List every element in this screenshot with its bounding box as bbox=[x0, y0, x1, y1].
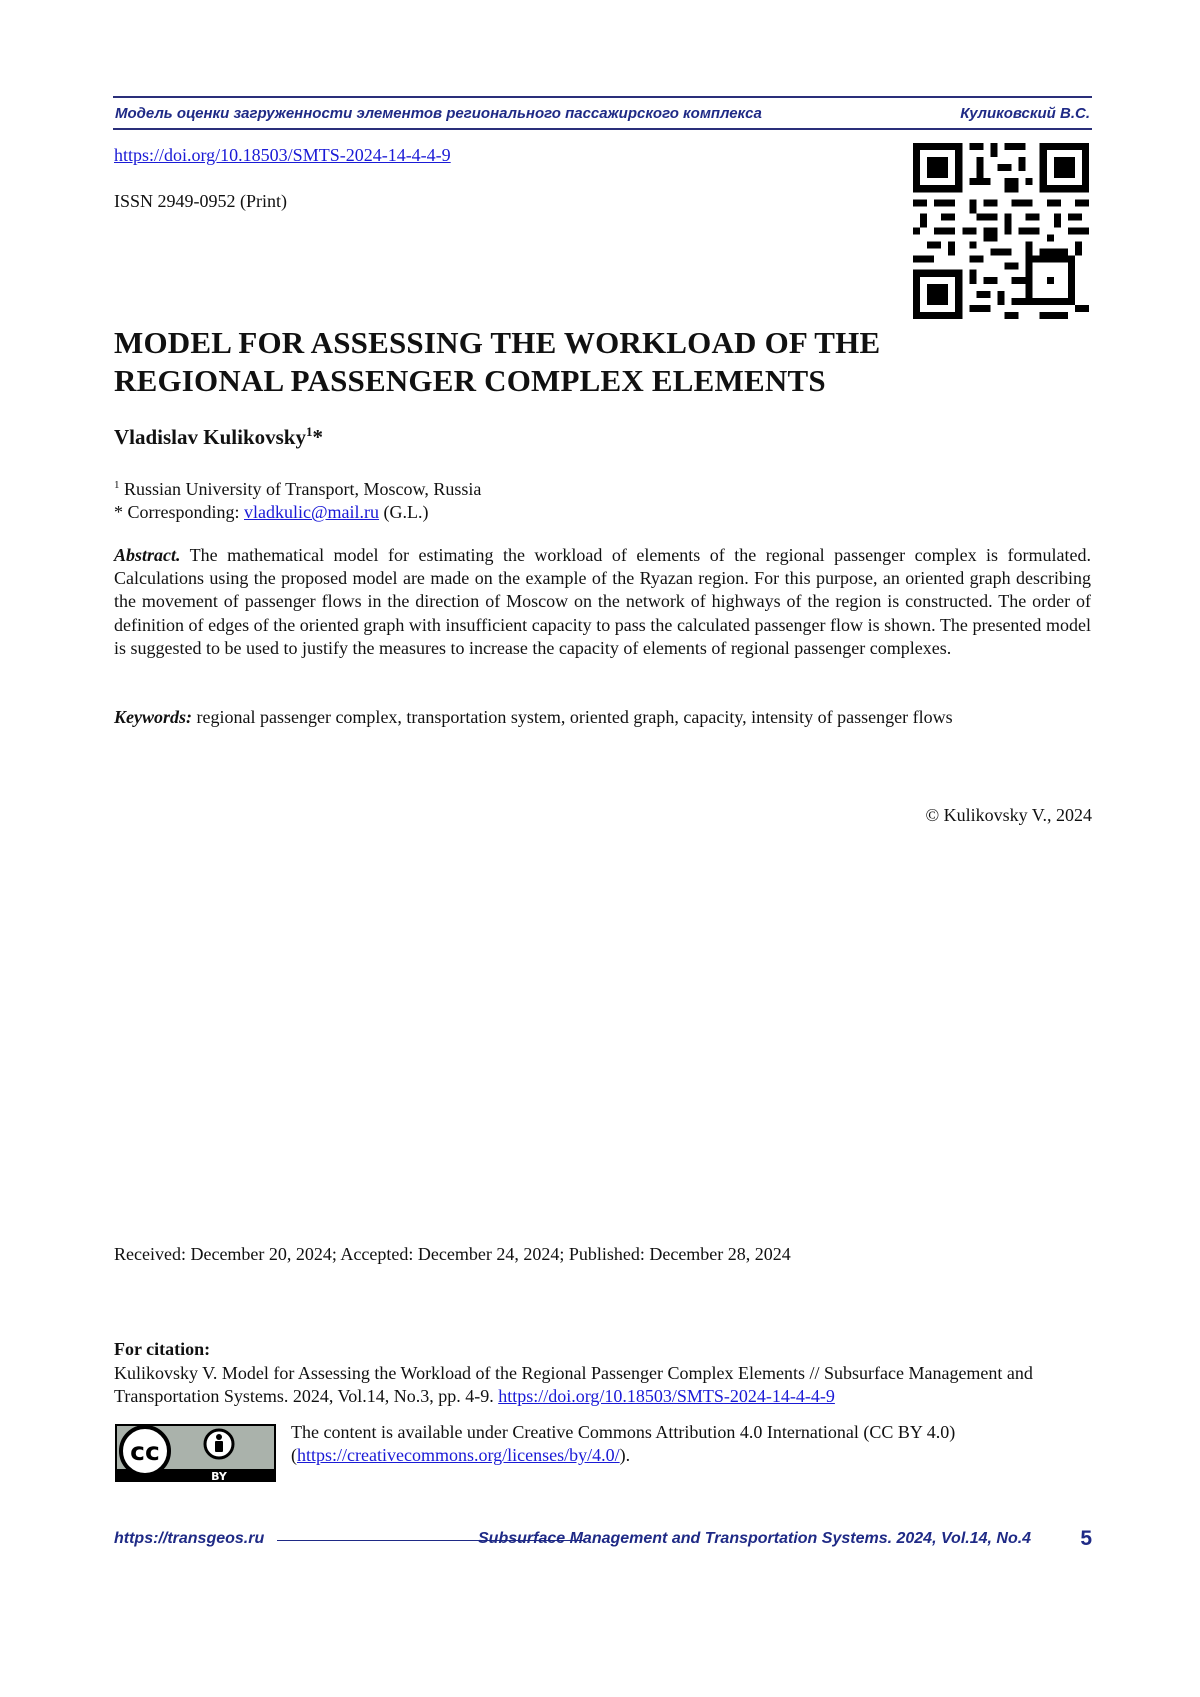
corresponding-label: * Corresponding: bbox=[114, 502, 240, 522]
article-title bbox=[114, 324, 934, 400]
doi-link[interactable]: https://doi.org/10.18503/SMTS-2024-14-4-4-9 bbox=[114, 145, 451, 166]
abstract-label: Abstract. bbox=[114, 545, 181, 565]
corresponding-suffix: (G.L.) bbox=[384, 502, 429, 522]
running-header-author: Куликовский В.С. bbox=[960, 105, 1090, 122]
license-text bbox=[291, 1421, 1091, 1467]
publication-dates: Received: December 20, 2024; Accepted: December 24, 2024; Published: December 28, 2024 bbox=[114, 1244, 791, 1265]
license-statement: The content is available under Creative Commons Attribution 4.0 International (CC BY 4.0) bbox=[291, 1422, 955, 1442]
running-header-title: Модель оценки загруженности элементов регионального пассажирского комплекса bbox=[115, 105, 762, 122]
footer-site-link[interactable]: https://transgeos.ru bbox=[114, 1530, 264, 1548]
page-number: 5 bbox=[1080, 1527, 1092, 1551]
citation-heading: For citation: bbox=[114, 1339, 210, 1360]
citation bbox=[114, 1362, 1091, 1408]
affiliation-text: Russian University of Transport, Moscow, Russia bbox=[124, 479, 481, 499]
svg-text:cc: cc bbox=[130, 1437, 160, 1466]
author-name: Vladislav Kulikovsky bbox=[114, 425, 306, 449]
cc-by-label: BY bbox=[211, 1470, 228, 1482]
license-link[interactable]: https://creativecommons.org/licenses/by/4.0/ bbox=[297, 1445, 620, 1465]
affiliation-mark: 1 bbox=[114, 479, 120, 491]
title-line-2: REGIONAL PASSENGER COMPLEX ELEMENTS bbox=[114, 363, 826, 398]
issn: ISSN 2949-0952 (Print) bbox=[114, 191, 287, 212]
keywords-label: Keywords: bbox=[114, 707, 192, 727]
abstract-text: The mathematical model for estimating the workload of elements of the regional passenger complex is formulated. Calculations using the proposed model are made on the example of the Ryazan region. For this purpose, an oriented graph describing the movement of passenger flows in the direction of Moscow on the network of highways of the region is constructed. The order of definition of edges of the oriented graph with insufficient capacity to pass the calculated passenger flow is shown. The presented model is suggested to be used to justify the measures to increase the capacity of elements of regional passenger complexes. bbox=[114, 545, 1091, 658]
author-affil-mark: 1 bbox=[306, 424, 313, 439]
license-close: ). bbox=[620, 1445, 631, 1465]
license-open: ( bbox=[291, 1445, 297, 1465]
abstract bbox=[114, 544, 1091, 660]
keywords bbox=[114, 707, 1091, 728]
author bbox=[114, 424, 323, 450]
page-footer bbox=[114, 1530, 1092, 1554]
running-header bbox=[113, 96, 1092, 130]
qr-code-icon bbox=[913, 143, 1089, 319]
page bbox=[0, 0, 1200, 1697]
cc-by-license-icon[interactable] bbox=[115, 1424, 276, 1482]
footer-journal: Subsurface Management and Transportation Systems. 2024, Vol.14, No.4 bbox=[478, 1530, 1031, 1548]
citation-text: Kulikovsky V. Model for Assessing the Workload of the Regional Passenger Complex Elements // Subsurface Management and Transportation Systems. 2024, Vol.14, No.3, pp. 4-9. bbox=[114, 1363, 1033, 1406]
citation-doi-link[interactable]: https://doi.org/10.18503/SMTS-2024-14-4-4-9 bbox=[498, 1386, 835, 1406]
email-link[interactable]: vladkulic@mail.ru bbox=[244, 502, 379, 522]
copyright: © Kulikovsky V., 2024 bbox=[925, 805, 1092, 826]
affiliations bbox=[114, 474, 481, 524]
title-line-1: MODEL FOR ASSESSING THE WORKLOAD OF THE bbox=[114, 325, 880, 360]
affiliation-line bbox=[114, 474, 481, 501]
author-corresponding-mark: * bbox=[312, 425, 323, 449]
keywords-text: regional passenger complex, transportation system, oriented graph, capacity, intensity of passenger flows bbox=[197, 707, 953, 727]
corresponding-line bbox=[114, 501, 481, 524]
